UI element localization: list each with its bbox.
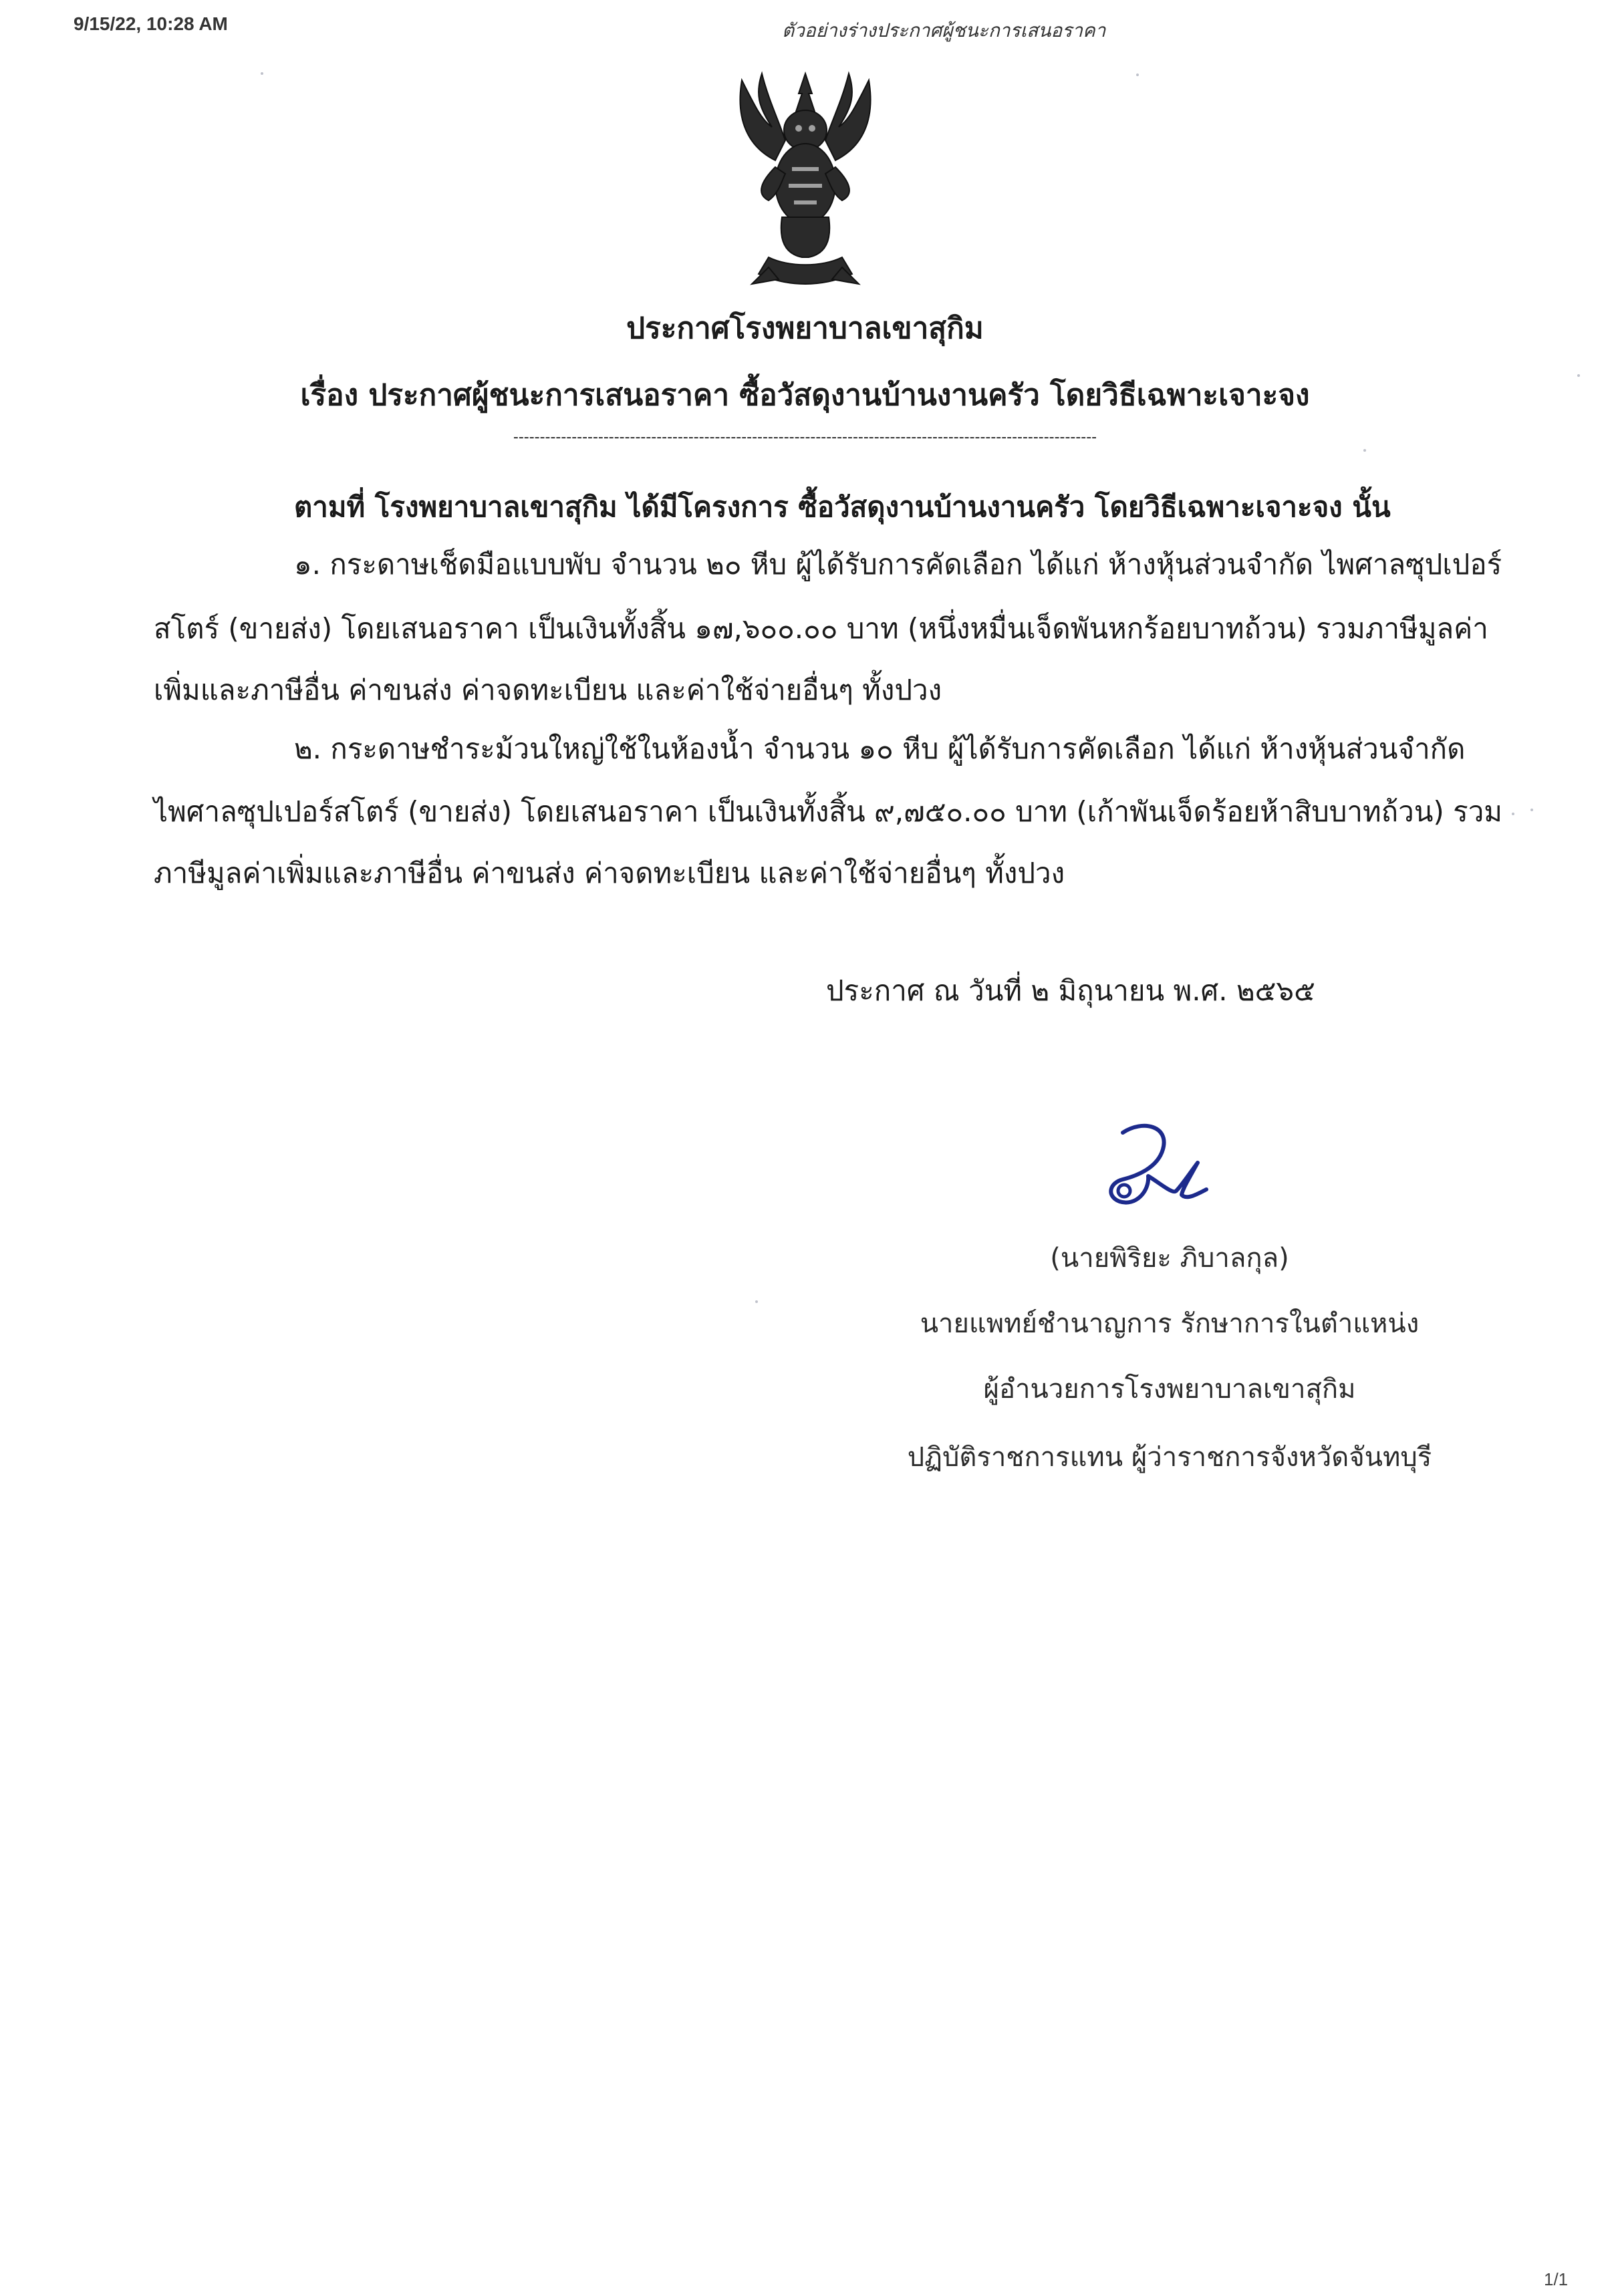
handwritten-signature-icon — [1096, 1116, 1210, 1209]
scan-speck — [1577, 374, 1580, 377]
announcement-subject: เรื่อง ประกาศผู้ชนะการเสนอราคา ซื้อวัสดุงานบ้านงานครัว โดยวิธีเฉพาะเจาะจง — [300, 378, 1310, 412]
signer-position-1: นายแพทย์ชำนาญการ รักษาการในตำแหน่ง — [920, 1308, 1420, 1339]
announcement-date: ประกาศ ณ วันที่ ๒ มิถุนายน พ.ศ. ๒๕๖๕ — [826, 974, 1315, 1007]
signer-position-2: ผู้อำนวยการโรงพยาบาลเขาสุกิม — [983, 1374, 1356, 1405]
scan-speck — [1136, 74, 1139, 76]
scan-speck — [261, 72, 263, 75]
intro-paragraph: ตามที่ โรงพยาบาลเขาสุกิม ได้มีโครงการ ซื้อวัสดุงานบ้านงานครัว โดยวิธีเฉพาะเจาะจง นั้น — [294, 490, 1391, 523]
garuda-emblem-icon — [722, 67, 889, 287]
item-1-line-3: เพิ่มและภาษีอื่น ค่าขนส่ง ค่าจดทะเบียน และค่าใช้จ่ายอื่นๆ ทั้งปวง — [154, 674, 942, 706]
item-1-line-2: สโตร์ (ขายส่ง) โดยเสนอราคา เป็นเงินทั้งสิ้น ๑๗,๖๐๐.๐๐ บาท (หนึ่งหมื่นเจ็ดพันหกร้อยบาทถ้วน) รวมภาษีมูลค่า — [154, 612, 1488, 645]
heading-divider: -------------------------------------------------------------------------------------------------------------- — [513, 429, 1097, 446]
scan-speck — [1512, 813, 1514, 815]
announcement-org-title: ประกาศโรงพยาบาลเขาสุกิม — [626, 311, 984, 345]
item-2-line-3: ภาษีมูลค่าเพิ่มและภาษีอื่น ค่าขนส่ง ค่าจดทะเบียน และค่าใช้จ่ายอื่นๆ ทั้งปวง — [154, 857, 1065, 889]
item-1-line-1: ๑. กระดาษเช็ดมือแบบพับ จำนวน ๒๐ หีบ ผู้ได้รับการคัดเลือก ได้แก่ ห้างหุ้นส่วนจำกัด ไพศาลซุปเปอร์ — [294, 548, 1502, 581]
scan-speck — [1363, 449, 1366, 452]
scan-speck — [1530, 809, 1533, 811]
print-datetime: 9/15/22, 10:28 AM — [74, 13, 228, 34]
signer-name: (นายพิริยะ ภิบาลกุล) — [1050, 1243, 1289, 1274]
item-2-line-1: ๒. กระดาษชำระม้วนใหญ่ใช้ในห้องน้ำ จำนวน ๑๐ หีบ ผู้ได้รับการคัดเลือก ได้แก่ ห้างหุ้นส่วนจำกัด — [294, 732, 1466, 765]
page-number: 1/1 — [1544, 2269, 1569, 2289]
scan-speck — [755, 1300, 758, 1303]
signer-position-3: ปฏิบัติราชการแทน ผู้ว่าราชการจังหวัดจันทบุรี — [907, 1442, 1432, 1473]
item-2-line-2: ไพศาลซุปเปอร์สโตร์ (ขายส่ง) โดยเสนอราคา เป็นเงินทั้งสิ้น ๙,๗๕๐.๐๐ บาท (เก้าพันเจ็ดร้อยห้าสิบบาทถ้วน) รวม — [154, 795, 1502, 828]
print-document-title: ตัวอย่างร่างประกาศผู้ชนะการเสนอราคา — [782, 20, 1106, 41]
